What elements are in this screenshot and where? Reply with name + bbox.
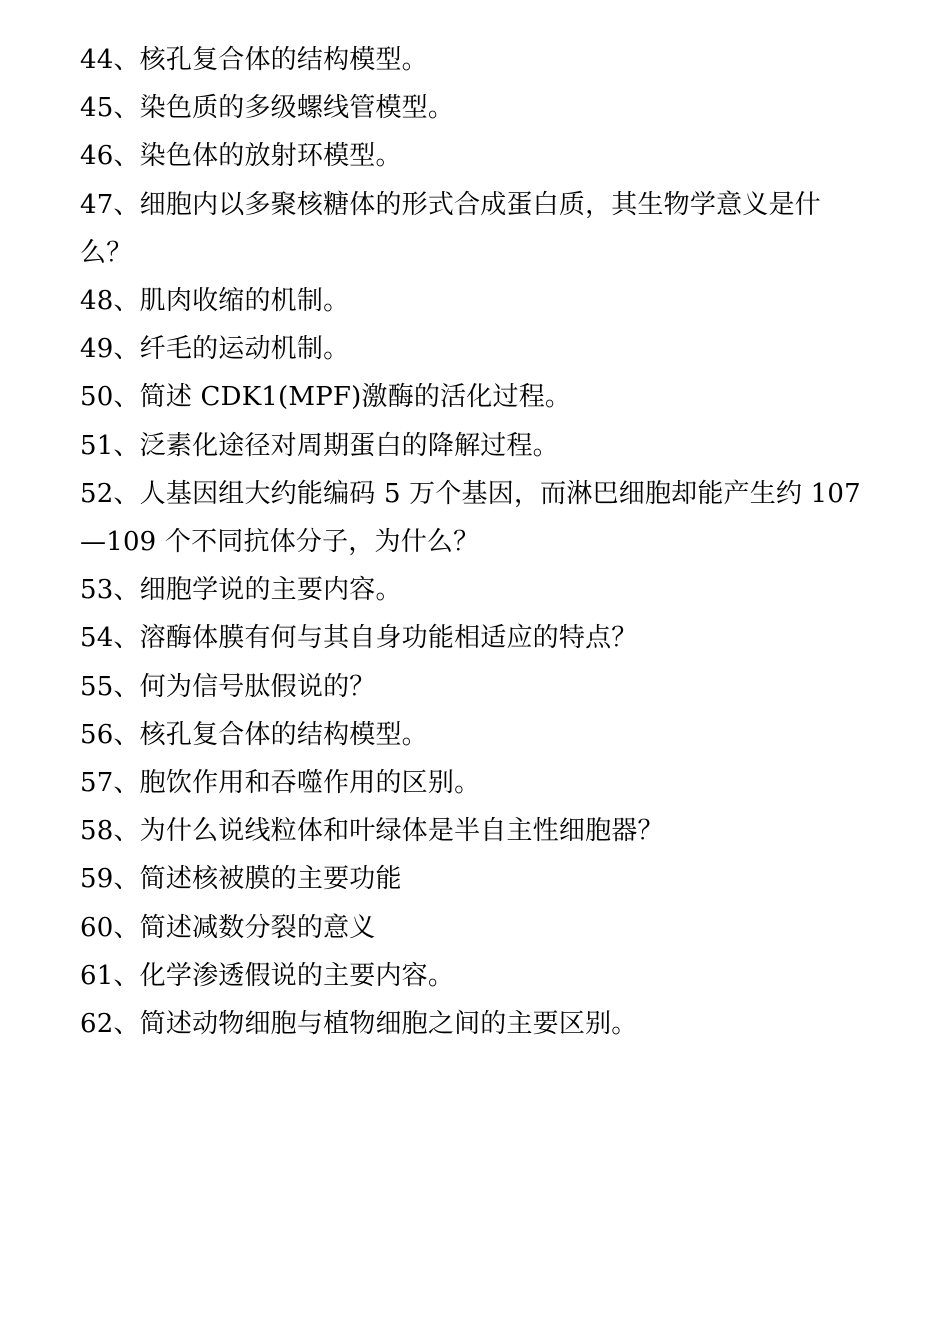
question-62: 62、简述动物细胞与植物细胞之间的主要区别。	[80, 1009, 638, 1040]
question-52: 52、人基因组大约能编码 5 万个基因，而淋巴细胞却能产生约 107—109 个不同抗体分子，为什么？	[80, 478, 861, 558]
question-list	[80, 36, 870, 1048]
question-55: 55、何为信号肽假说的？	[80, 671, 376, 702]
question-51: 51、泛素化途径对周期蛋白的降解过程。	[80, 430, 559, 461]
question-58: 58、为什么说线粒体和叶绿体是半自主性细胞器？	[80, 816, 664, 847]
question-46: 46、染色体的放射环模型。	[80, 141, 402, 172]
question-61: 61、化学渗透假说的主要内容。	[80, 960, 455, 991]
question-50: 50、简述 CDK1(MPF)激酶的活化过程。	[80, 382, 572, 413]
question-54: 54、溶酶体膜有何与其自身功能相适应的特点？	[80, 623, 638, 654]
question-48: 48、肌肉收缩的机制。	[80, 286, 350, 317]
question-59: 59、简述核被膜的主要功能	[80, 864, 402, 895]
question-45: 45、染色质的多级螺线管模型。	[80, 93, 455, 124]
question-57: 57、胞饮作用和吞噬作用的区别。	[80, 768, 481, 799]
question-44: 44、核孔复合体的结构模型。	[80, 45, 428, 75]
question-56: 56、核孔复合体的结构模型。	[80, 719, 428, 750]
question-53: 53、细胞学说的主要内容。	[80, 575, 402, 606]
question-49: 49、纤毛的运动机制。	[80, 334, 350, 365]
question-47: 47、细胞内以多聚核糖体的形式合成蛋白质，其生物学意义是什么？	[80, 189, 821, 268]
question-60: 60、简述减数分裂的意义	[80, 912, 376, 943]
